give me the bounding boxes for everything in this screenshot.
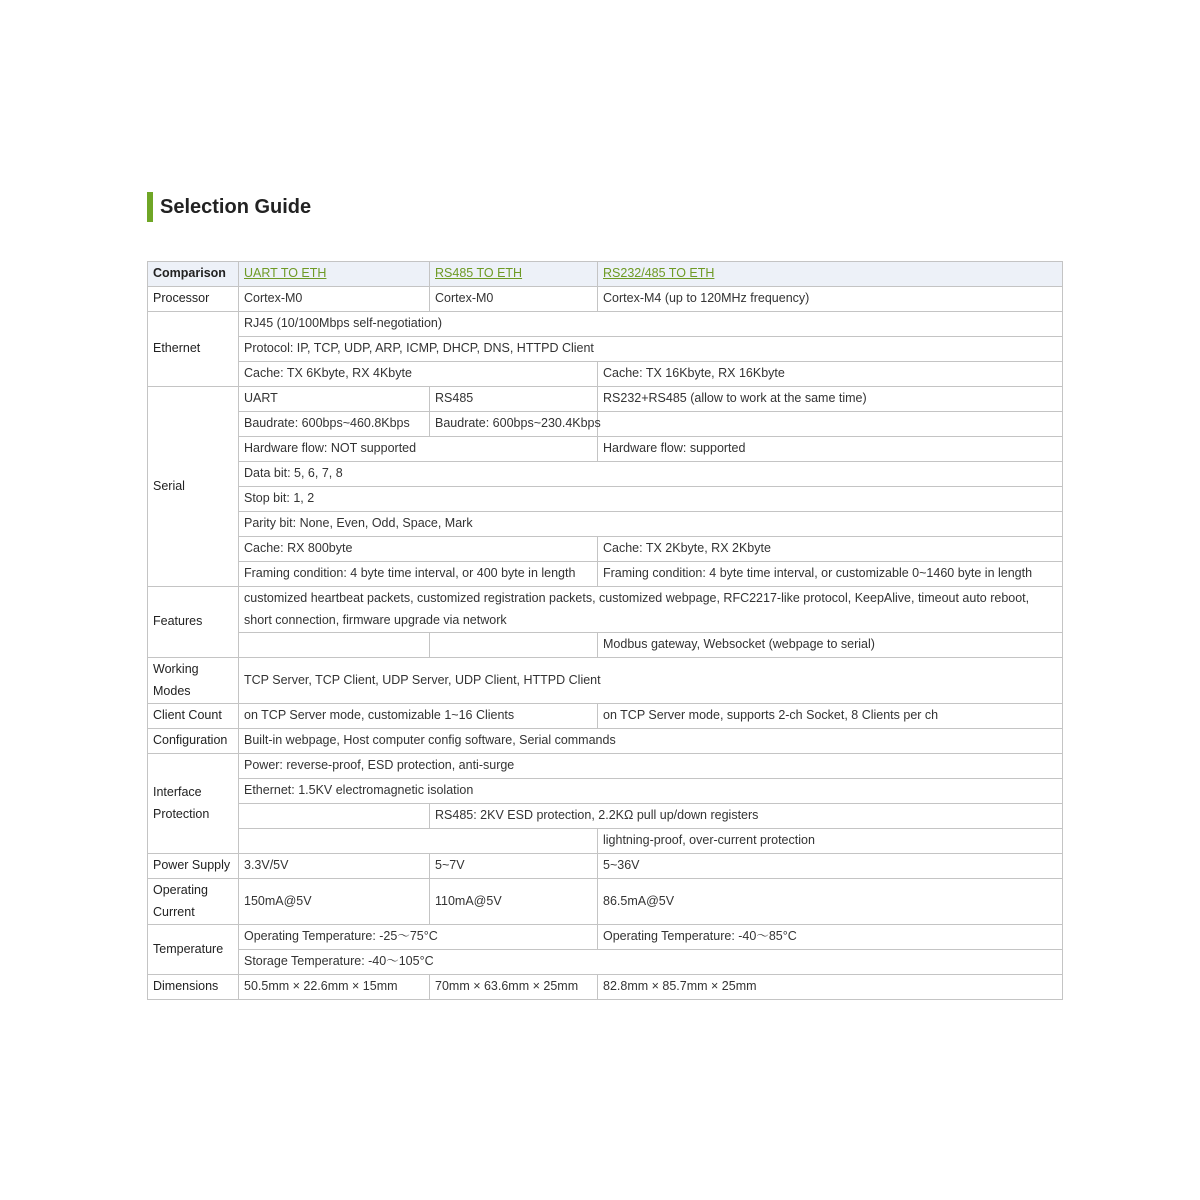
table-row: [148, 387, 1063, 412]
row-label-features: Features: [148, 587, 239, 658]
cell-temperature-op-a: Operating Temperature: -25～75°C: [239, 925, 598, 950]
cell-serial-baud-uart: Baudrate: 600bps~460.8Kbps: [239, 412, 430, 437]
page-title: Selection Guide: [160, 195, 312, 218]
row-label-processor: Processor: [148, 287, 239, 312]
cell-configuration: Built-in webpage, Host computer config software, Serial commands: [239, 729, 1063, 754]
product-link-rs485-to-eth[interactable]: RS485 TO ETH: [435, 266, 523, 281]
cell-dimensions-uart: 50.5mm × 22.6mm × 15mm: [239, 975, 430, 1000]
cell-processor-rs485: Cortex-M0: [430, 287, 598, 312]
table-row: [148, 829, 1063, 854]
cell-working-modes: TCP Server, TCP Client, UDP Server, UDP Client, HTTPD Client: [239, 658, 1063, 704]
cell-power-supply-rs485: 5~7V: [430, 854, 598, 879]
cell-features-empty-uart: [239, 633, 430, 658]
cell-temperature-op-b: Operating Temperature: -40～85°C: [598, 925, 1063, 950]
table-row: [148, 587, 1063, 633]
comparison-header: Comparison: [148, 262, 239, 287]
cell-serial-flow-a: Hardware flow: NOT supported: [239, 437, 598, 462]
cell-serial-parity-bit: Parity bit: None, Even, Odd, Space, Mark: [239, 512, 1063, 537]
cell-serial-flow-b: Hardware flow: supported: [598, 437, 1063, 462]
cell-serial-iface-rs485: RS485: [430, 387, 598, 412]
cell-dimensions-rs485: 70mm × 63.6mm × 25mm: [430, 975, 598, 1000]
table-row: [148, 562, 1063, 587]
cell-temperature-storage: Storage Temperature: -40～105°C: [239, 950, 1063, 975]
row-label-client-count: Client Count: [148, 704, 239, 729]
cell-processor-uart: Cortex-M0: [239, 287, 430, 312]
product-link-uart-to-eth[interactable]: UART TO ETH: [244, 266, 327, 281]
cell-client-count-a: on TCP Server mode, customizable 1~16 Clients: [239, 704, 598, 729]
row-label-operating-current: Operating Current: [148, 879, 239, 925]
table-row: [148, 487, 1063, 512]
row-label-temperature: Temperature: [148, 925, 239, 975]
cell-protection-empty-ab: [239, 829, 598, 854]
table-row: [148, 950, 1063, 975]
cell-serial-data-bit: Data bit: 5, 6, 7, 8: [239, 462, 1063, 487]
row-label-serial: Serial: [148, 387, 239, 587]
table-row: [148, 437, 1063, 462]
table-row: [148, 879, 1063, 925]
table-row: [148, 975, 1063, 1000]
table-row: [148, 925, 1063, 950]
table-row: [148, 462, 1063, 487]
cell-current-rs232: 86.5mA@5V: [598, 879, 1063, 925]
cell-current-uart: 150mA@5V: [239, 879, 430, 925]
cell-client-count-b: on TCP Server mode, supports 2-ch Socket, 8 Clients per ch: [598, 704, 1063, 729]
cell-protection-ethernet: Ethernet: 1.5KV electromagnetic isolation: [239, 779, 1063, 804]
table-row: [148, 854, 1063, 879]
table-row: [148, 337, 1063, 362]
cell-power-supply-rs232: 5~36V: [598, 854, 1063, 879]
heading-accent-bar: [147, 192, 153, 222]
cell-features-common: customized heartbeat packets, customized registration packets, customized webpage, RFC2217-like protocol, KeepAlive, timeout auto reboot, short connection, firmware upgrade via network: [239, 587, 1063, 633]
cell-dimensions-rs232: 82.8mm × 85.7mm × 25mm: [598, 975, 1063, 1000]
selection-guide-table: [147, 261, 1063, 1000]
cell-features-empty-rs485: [430, 633, 598, 658]
table-row: [148, 537, 1063, 562]
product-header-rs232: [598, 262, 1063, 287]
row-label-dimensions: Dimensions: [148, 975, 239, 1000]
cell-serial-baud-rs485: Baudrate: 600bps~230.4Kbps: [430, 412, 598, 437]
cell-ethernet-rj45: RJ45 (10/100Mbps self-negotiation): [239, 312, 1063, 337]
cell-ethernet-protocol: Protocol: IP, TCP, UDP, ARP, ICMP, DHCP, DNS, HTTPD Client: [239, 337, 1063, 362]
cell-serial-cache-b: Cache: TX 2Kbyte, RX 2Kbyte: [598, 537, 1063, 562]
table-row: [148, 633, 1063, 658]
cell-protection-rs485: RS485: 2KV ESD protection, 2.2KΩ pull up/down registers: [430, 804, 1063, 829]
cell-current-rs485: 110mA@5V: [430, 879, 598, 925]
cell-serial-iface-uart: UART: [239, 387, 430, 412]
cell-serial-framing-a: Framing condition: 4 byte time interval, or 400 byte in length: [239, 562, 598, 587]
cell-ethernet-cache-b: Cache: TX 16Kbyte, RX 16Kbyte: [598, 362, 1063, 387]
product-header-uart: [239, 262, 430, 287]
cell-ethernet-cache-a: Cache: TX 6Kbyte, RX 4Kbyte: [239, 362, 598, 387]
cell-serial-cache-a: Cache: RX 800byte: [239, 537, 598, 562]
table-header-row: [148, 262, 1063, 287]
cell-protection-lightning: lightning-proof, over-current protection: [598, 829, 1063, 854]
row-label-power-supply: Power Supply: [148, 854, 239, 879]
table-row: [148, 512, 1063, 537]
cell-power-supply-uart: 3.3V/5V: [239, 854, 430, 879]
table-row: [148, 312, 1063, 337]
product-header-rs485: [430, 262, 598, 287]
cell-serial-iface-rs232: RS232+RS485 (allow to work at the same time): [598, 387, 1063, 412]
cell-features-extra: Modbus gateway, Websocket (webpage to serial): [598, 633, 1063, 658]
cell-protection-empty-uart: [239, 804, 430, 829]
section-heading: [147, 192, 311, 222]
table-row: [148, 658, 1063, 704]
table-row: [148, 754, 1063, 779]
product-link-rs232-485-to-eth[interactable]: RS232/485 TO ETH: [603, 266, 715, 281]
row-label-working-modes: Working Modes: [148, 658, 239, 704]
table-row: [148, 412, 1063, 437]
cell-processor-rs232: Cortex-M4 (up to 120MHz frequency): [598, 287, 1063, 312]
cell-serial-baud-empty: [598, 412, 1063, 437]
row-label-configuration: Configuration: [148, 729, 239, 754]
cell-serial-framing-b: Framing condition: 4 byte time interval, or customizable 0~1460 byte in length: [598, 562, 1063, 587]
cell-protection-power: Power: reverse-proof, ESD protection, anti-surge: [239, 754, 1063, 779]
row-label-interface-protection: Interface Protection: [148, 754, 239, 854]
table-row: [148, 729, 1063, 754]
table-row: [148, 362, 1063, 387]
table-row: [148, 704, 1063, 729]
table-row: [148, 804, 1063, 829]
cell-serial-stop-bit: Stop bit: 1, 2: [239, 487, 1063, 512]
table-row: [148, 779, 1063, 804]
table-row: [148, 287, 1063, 312]
row-label-ethernet: Ethernet: [148, 312, 239, 387]
